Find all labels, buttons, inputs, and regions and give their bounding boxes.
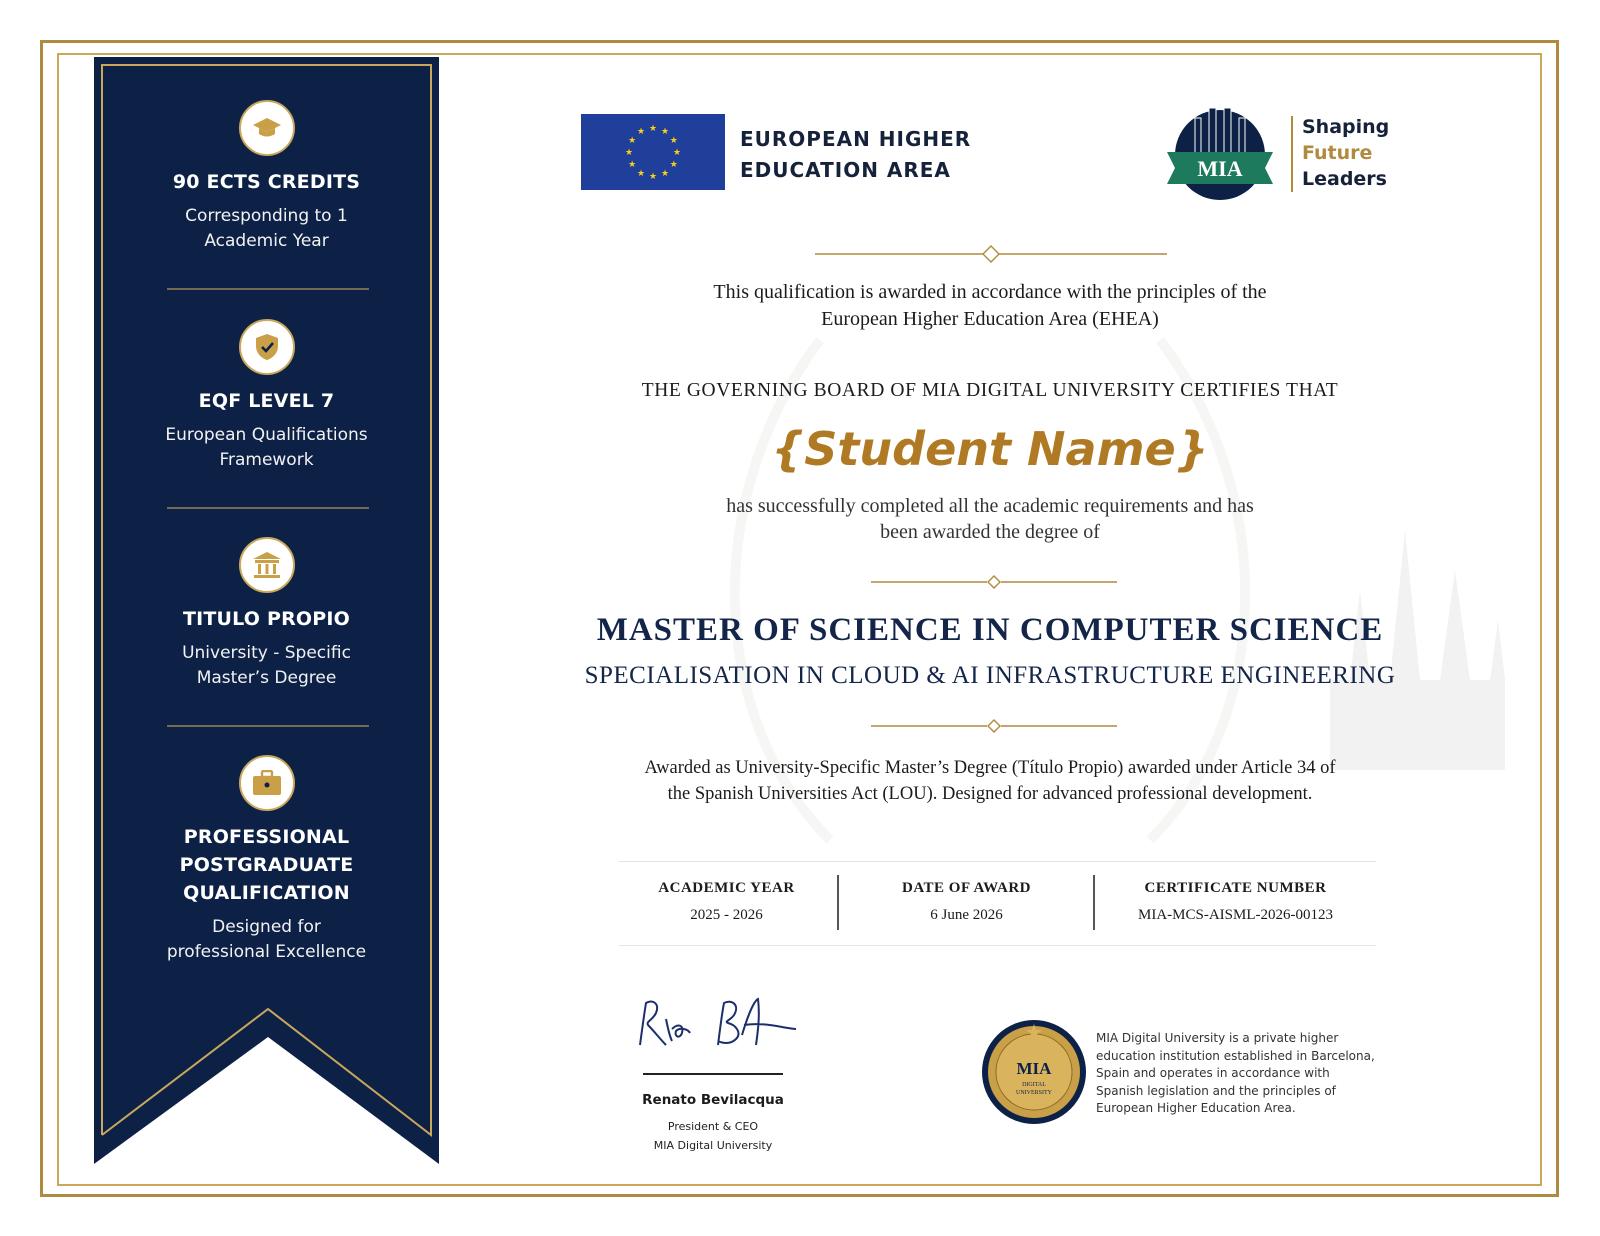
- signature-image: [632, 995, 802, 1055]
- info-strip: [619, 861, 1376, 946]
- signature-line: [643, 1073, 783, 1075]
- university-seal-icon: [980, 1018, 1088, 1126]
- info-academic-year: ACADEMIC YEAR 2025 - 2026: [658, 880, 795, 923]
- ornament-divider: [871, 718, 1117, 734]
- feature-eqf: [94, 319, 439, 473]
- feature-subtitle: Corresponding to 1 Academic Year: [185, 206, 348, 251]
- banner-divider: [167, 507, 369, 509]
- eu-flag-icon: [581, 114, 725, 190]
- feature-title: TITULO PROPIO: [182, 608, 351, 630]
- mia-logo-icon: [1165, 100, 1275, 205]
- graduation-cap-icon: [239, 100, 295, 156]
- eu-star-icon: ★: [628, 160, 637, 170]
- tagline: Shaping Future Leaders: [1302, 116, 1390, 190]
- eu-star-icon: ★: [660, 127, 670, 138]
- institution-icon: [239, 537, 295, 593]
- intro-text: This qualification is awarded in accordance with the principles of the European Higher Education Area (EHEA): [713, 281, 1267, 330]
- specialisation: SPECIALISATION IN CLOUD & AI INFRASTRUCTURE ENGINEERING: [584, 662, 1396, 689]
- ornament-divider: [871, 574, 1117, 590]
- info-date-of-award: DATE OF AWARD 6 June 2026: [901, 880, 1031, 923]
- eu-star-icon: ★: [636, 127, 646, 138]
- seal-subtext: DIGITAL: [1022, 1082, 1046, 1088]
- banner-divider: [167, 725, 369, 727]
- eu-star-icon: ★: [648, 124, 658, 134]
- awarded-text: Awarded as University-Specific Master’s Degree (Título Propio) awarded under Article 34 of the Spanish Universities Act (LOU). Designed for advanced professional development.: [644, 758, 1336, 804]
- student-name: {Student Name}: [771, 422, 1209, 476]
- university-description: MIA Digital University is a private higher education institution established in Barcelona, Spain and operates in accordance with Spanish legislation and the principles of European Higher Education Area.: [1096, 1031, 1375, 1115]
- feature-ects: [94, 100, 439, 254]
- banner-divider: [167, 288, 369, 290]
- tagline-divider: [1291, 116, 1293, 192]
- eu-star-icon: ★: [648, 172, 658, 182]
- ehea-label: EUROPEAN HIGHER EDUCATION AREA: [740, 127, 972, 182]
- eu-star-icon: ★: [669, 160, 678, 170]
- feature-title: PROFESSIONAL POSTGRADUATE QUALIFICATION: [179, 826, 354, 904]
- eu-star-icon: ★: [672, 148, 682, 158]
- signatory-role: President & CEO MIA Digital University: [653, 1120, 773, 1152]
- left-banner: [94, 57, 439, 1164]
- eu-star-icon: ★: [628, 136, 637, 146]
- seal-text: MIA: [1016, 1059, 1052, 1078]
- board-statement: THE GOVERNING BOARD OF MIA DIGITAL UNIVERSITY CERTIFIES THAT: [641, 380, 1339, 401]
- feature-subtitle: European Qualifications Framework: [165, 425, 368, 470]
- eu-star-icon: ★: [636, 168, 646, 179]
- logo-text: MIA: [1197, 156, 1243, 181]
- completion-text: has successfully completed all the academic requirements and has been awarded the degree of: [726, 495, 1254, 543]
- feature-title: 90 ECTS CREDITS: [172, 171, 361, 193]
- briefcase-icon: [239, 755, 295, 811]
- degree-title: MASTER OF SCIENCE IN COMPUTER SCIENCE: [596, 612, 1384, 648]
- eu-star-icon: ★: [660, 168, 670, 179]
- cathedral-watermark: [1330, 530, 1505, 770]
- feature-title: EQF LEVEL 7: [198, 390, 335, 412]
- ornament-divider: [815, 244, 1167, 264]
- feature-subtitle: Designed for professional Excellence: [166, 917, 367, 962]
- seal-subtext: UNIVERSITY: [1016, 1090, 1052, 1096]
- feature-titulo: [94, 537, 439, 691]
- feature-professional: [94, 755, 439, 965]
- eu-star-icon: ★: [669, 136, 678, 146]
- shield-check-icon: [239, 319, 295, 375]
- info-certificate-number: CERTIFICATE NUMBER MIA-MCS-AISML-2026-00123: [1138, 880, 1333, 923]
- signatory-name: Renato Bevilacqua: [642, 1092, 784, 1108]
- feature-subtitle: University - Specific Master’s Degree: [182, 643, 351, 688]
- eu-star-icon: ★: [624, 148, 634, 158]
